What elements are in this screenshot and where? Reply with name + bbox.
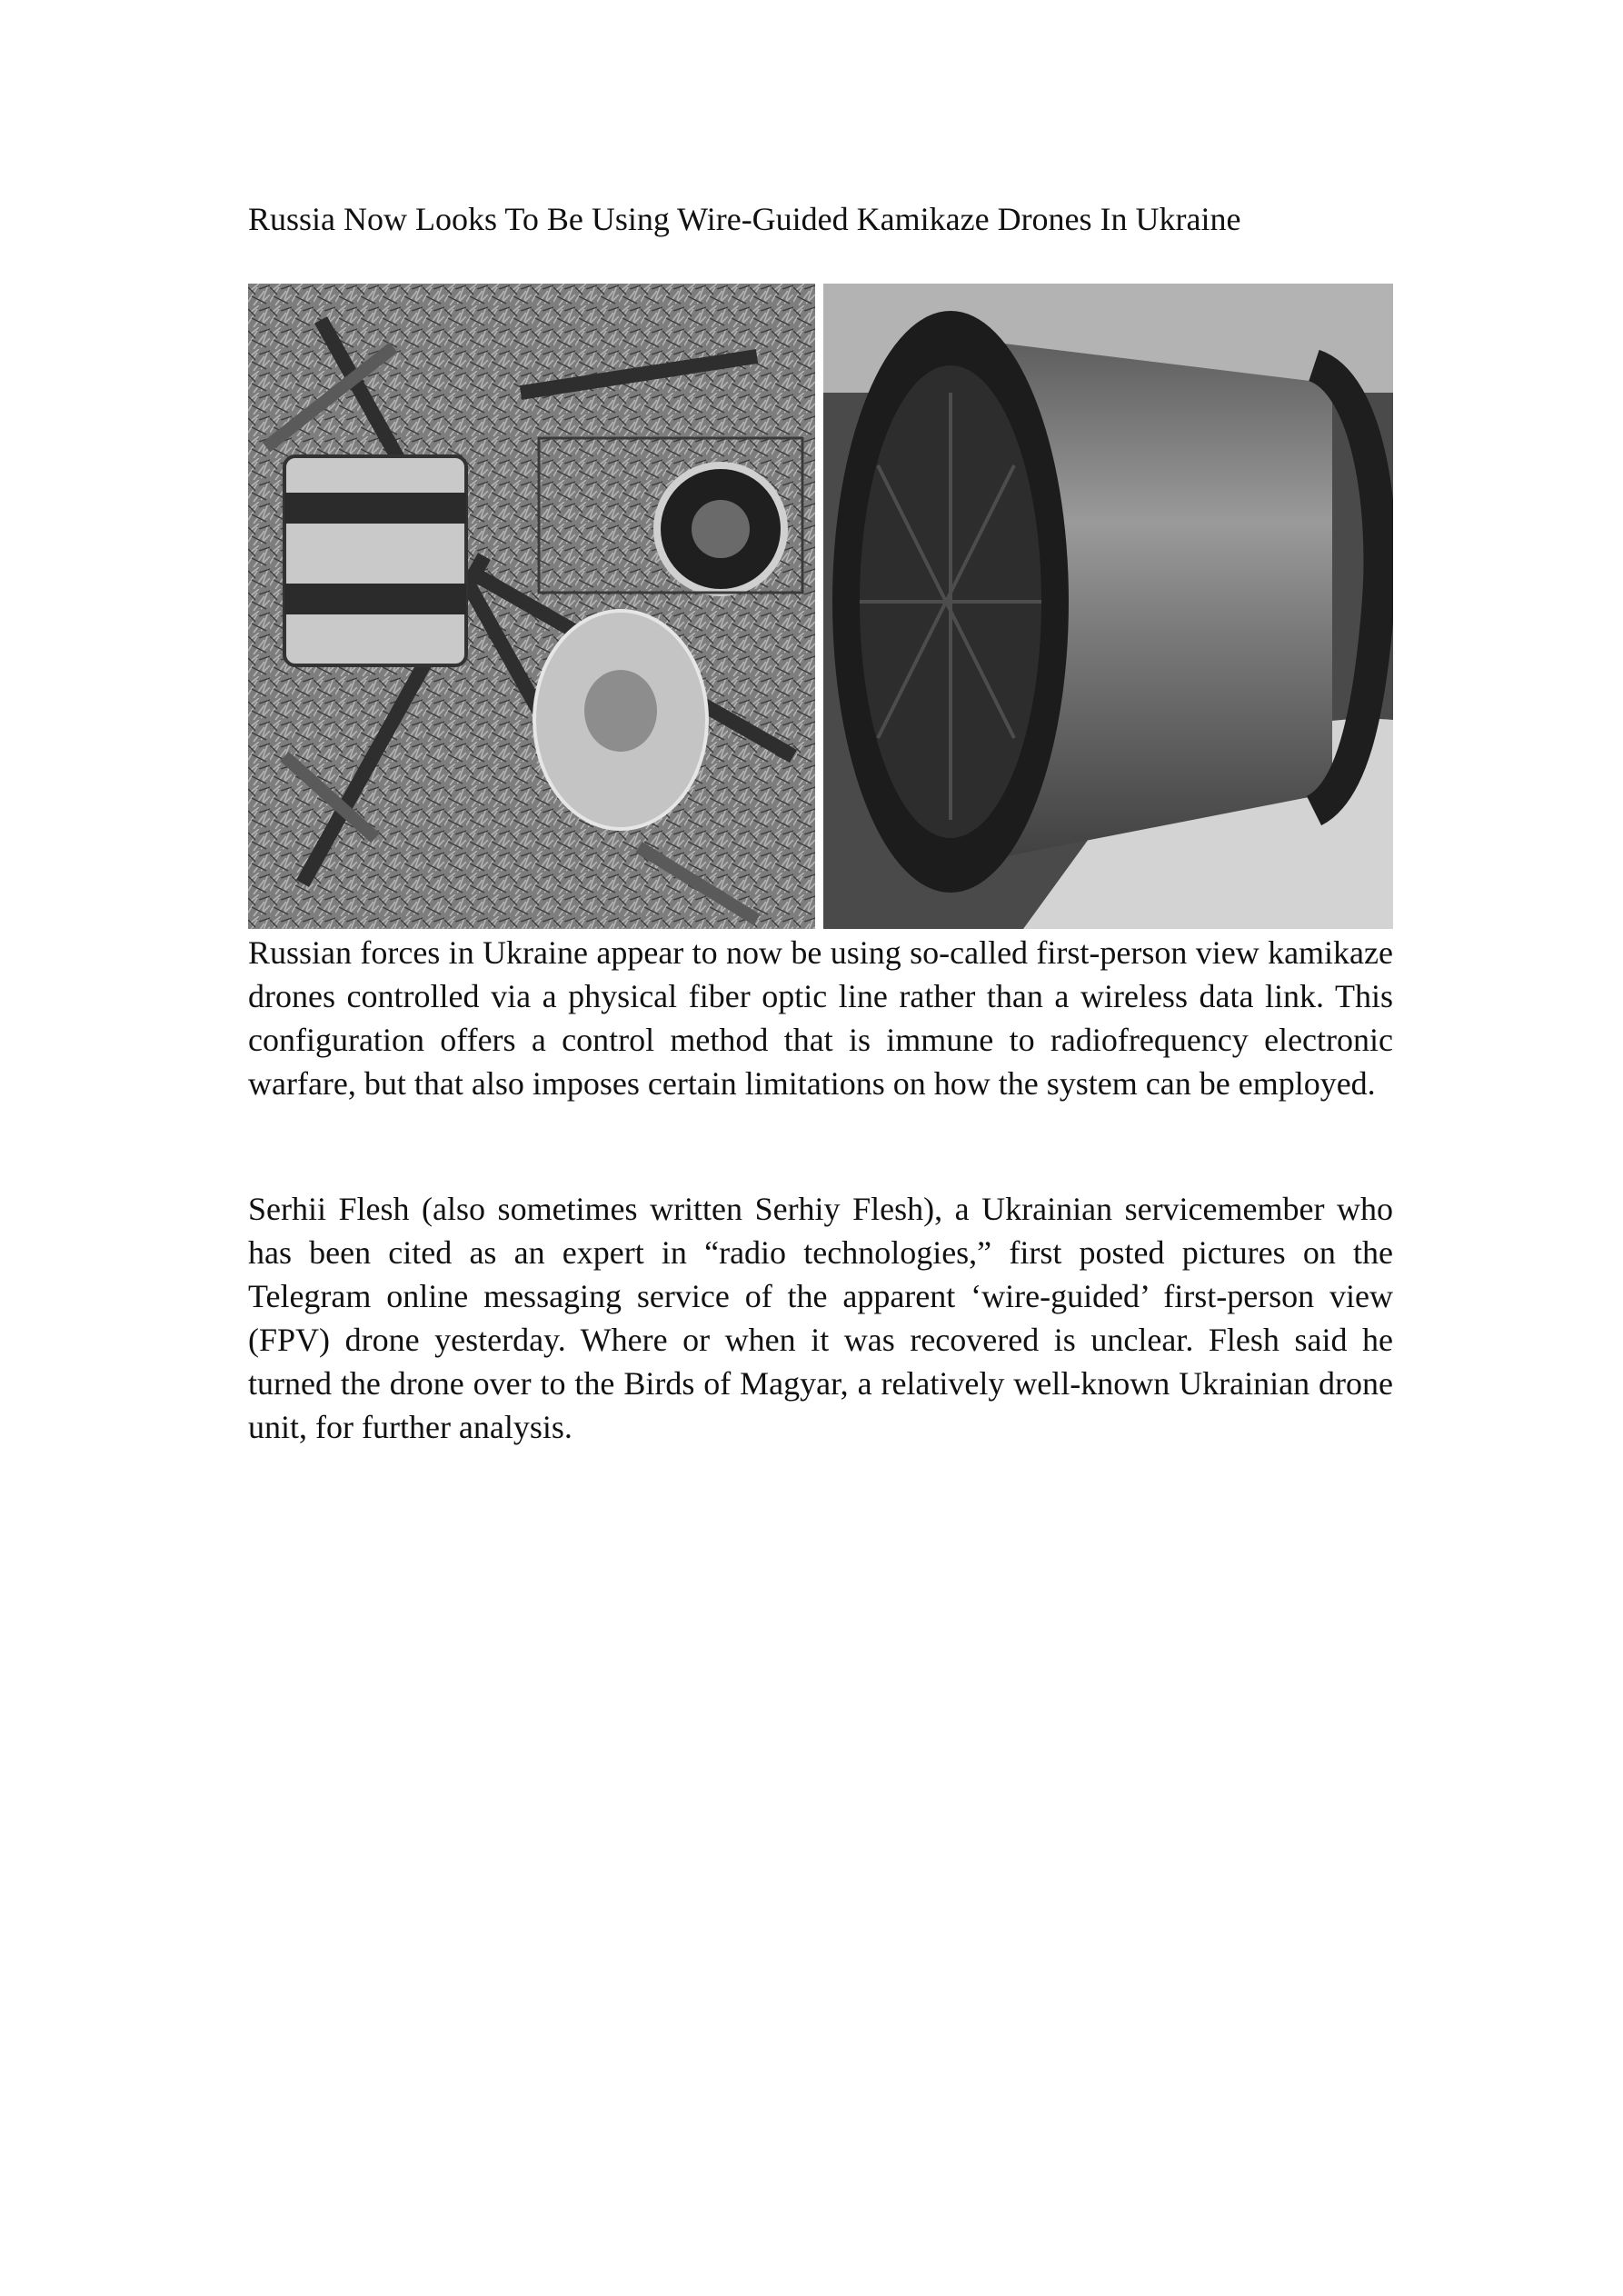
article-title: Russia Now Looks To Be Using Wire-Guided Kamikaze Drones In Ukraine xyxy=(248,201,1241,237)
paragraph-2: Serhii Flesh (also sometimes written Serhiy Flesh), a Ukrainian servicemember who has been cited as an expert in “radio technologies,” first posted pictures on the Telegram online messaging service of the apparent ‘wire-guided’ first-person view (FPV) drone yesterday. Where or when it was recovered is unclear. Flesh said he turned the drone over to the Birds of Magyar, a relatively well-known Ukrainian drone unit, for further analysis. xyxy=(248,1191,1393,1445)
paragraph-1: Russian forces in Ukraine appear to now be using so-called first-person view kamikaze drones controlled via a physical fiber optic line rather than a wireless data link. This configuration offers a control method that is immune to radiofrequency electronic warfare, but that also imposes certain limitations on how the system can be employed. xyxy=(248,934,1393,1102)
photo-row xyxy=(248,284,1393,929)
drone-photo xyxy=(248,284,815,929)
spool-photo xyxy=(823,284,1393,929)
